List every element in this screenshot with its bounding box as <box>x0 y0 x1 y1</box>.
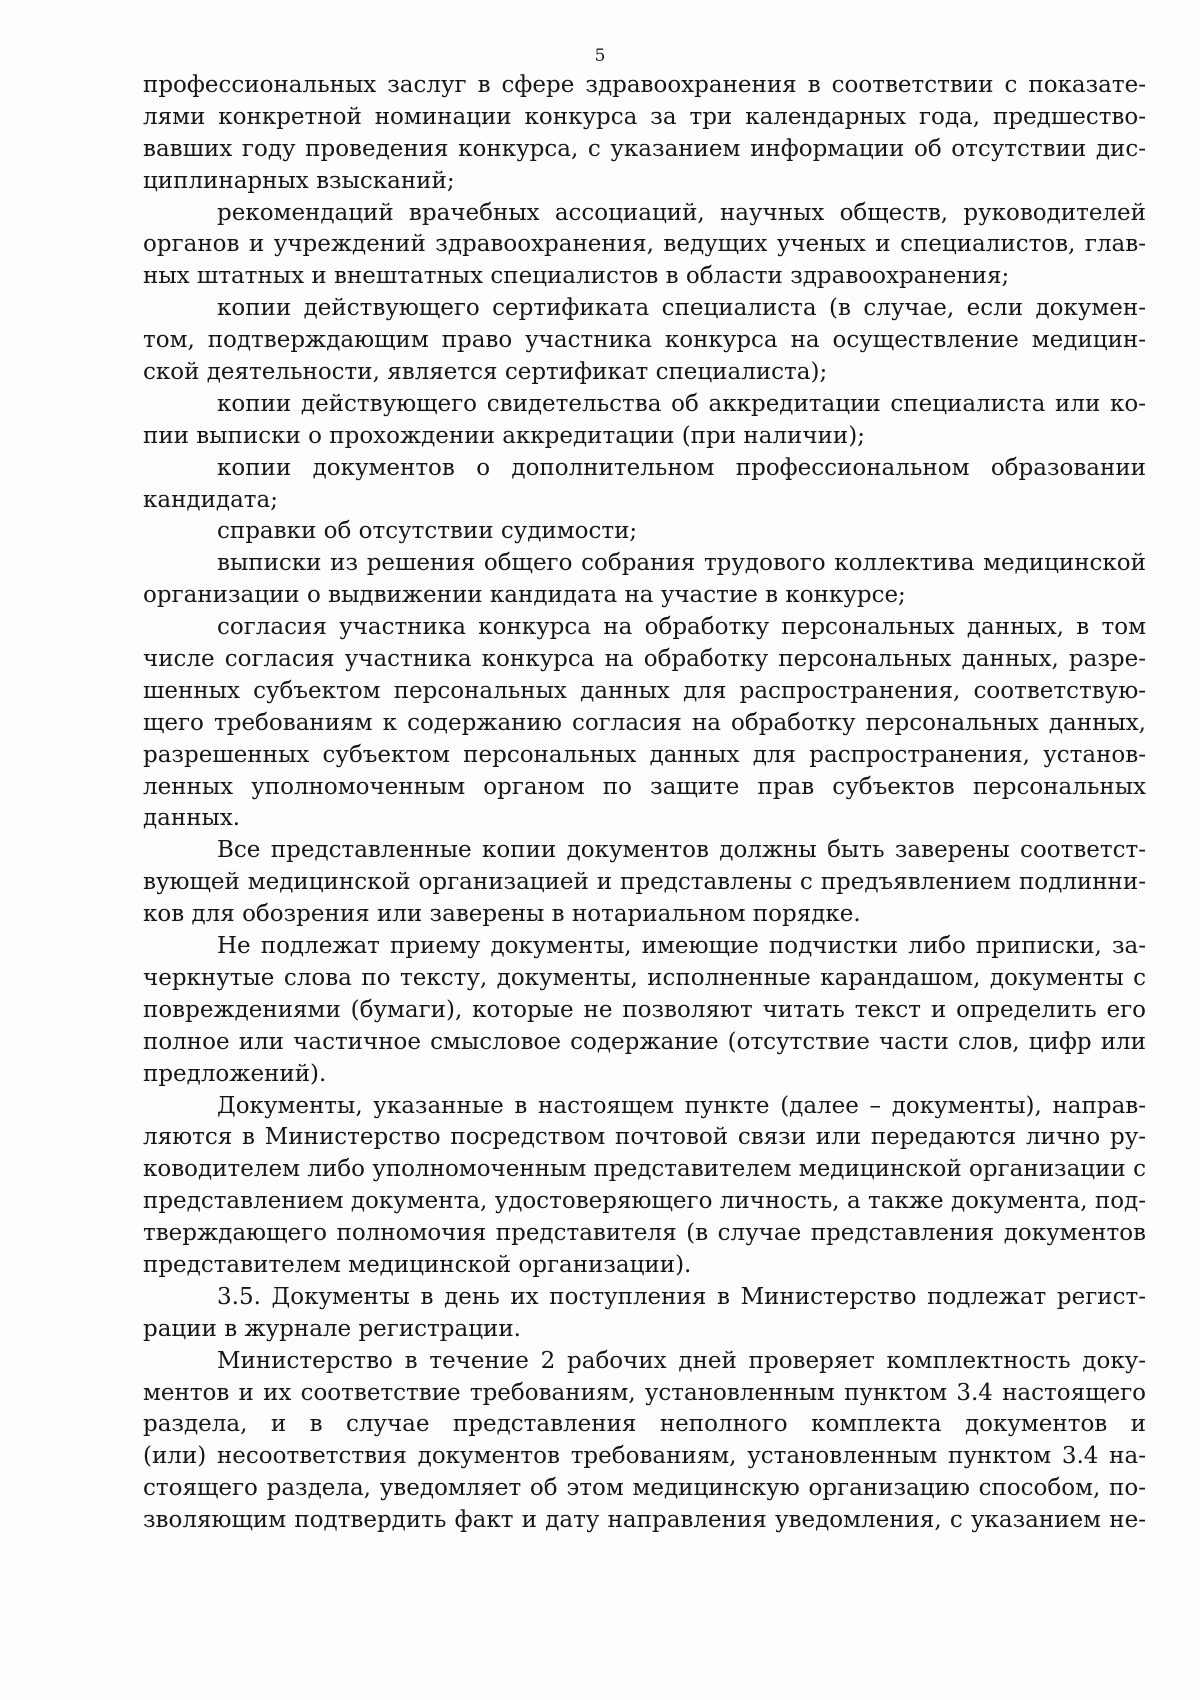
text-line: Документы, указанные в настоящем пункте (далее – документы), направ- <box>217 1092 1146 1119</box>
text-line: тверждающего полномочия представителя (в случае представления документов <box>143 1220 1146 1247</box>
text-line: справки об отсутствии судимости; <box>217 518 638 545</box>
text-line: (или) несоответствия документов требованиям, установленным пунктом 3.4 на- <box>143 1443 1146 1470</box>
text-line: числе согласия участника конкурса на обработку персональных данных, разре- <box>143 646 1146 673</box>
text-line: ков для обозрения или заверены в нотариальном порядке. <box>143 901 861 928</box>
text-line: ляются в Министерство посредством почтовой связи или передаются лично ру- <box>143 1124 1146 1151</box>
text-line: Все представленные копии документов должны быть заверены соответст- <box>217 837 1146 864</box>
text-line: рекомендаций врачебных ассоциаций, научных обществ, руководителей <box>217 199 1146 226</box>
text-line: кандидата; <box>143 486 278 513</box>
text-line: органов и учреждений здравоохранения, ведущих ученых и специалистов, глав- <box>143 231 1146 258</box>
text-line: выписки из решения общего собрания трудового коллектива медицинской <box>217 550 1146 577</box>
text-line: повреждениями (бумаги), которые не позволяют читать текст и определить его <box>143 996 1146 1023</box>
text-line: рации в журнале регистрации. <box>143 1315 521 1342</box>
text-line: Не подлежат приему документы, имеющие подчистки либо приписки, за- <box>217 933 1146 960</box>
text-line: вавших году проведения конкурса, с указанием информации об отсутствии дис- <box>143 135 1146 162</box>
text-line: копии действующего сертификата специалиста (в случае, если докумен- <box>217 295 1146 322</box>
text-line: стоящего раздела, уведомляет об этом медицинскую организацию способом, по- <box>143 1475 1146 1502</box>
text-line: ководителем либо уполномоченным представителем медицинской организации с <box>143 1156 1146 1183</box>
text-line: раздела, и в случае представления неполного комплекта документов и <box>143 1411 1146 1438</box>
text-line: копии действующего свидетельства об аккредитации специалиста или ко- <box>217 390 1146 417</box>
document-body <box>143 70 1146 1537</box>
text-line: разрешенных субъектом персональных данных для распространения, установ- <box>143 741 1146 768</box>
text-line: том, подтверждающим право участника конкурса на осуществление медицин- <box>143 327 1146 354</box>
text-line: Министерство в течение 2 рабочих дней проверяет комплектность доку- <box>217 1347 1146 1374</box>
text-line: черкнутые слова по тексту, документы, исполненные карандашом, документы с <box>143 964 1146 991</box>
text-line: щего требованиям к содержанию согласия на обработку персональных данных, <box>143 709 1146 736</box>
text-line: данных. <box>143 805 241 832</box>
text-line: шенных субъектом персональных данных для распространения, соответствую- <box>143 677 1146 704</box>
text-line: ментов и их соответствие требованиям, установленным пунктом 3.4 настоящего <box>143 1379 1146 1406</box>
text-line: копии документов о дополнительном профессиональном образовании <box>217 454 1146 481</box>
text-line: лями конкретной номинации конкурса за три календарных года, предшество- <box>143 103 1146 130</box>
text-line: ных штатных и внештатных специалистов в области здравоохранения; <box>143 263 1010 290</box>
text-line: ской деятельности, является сертификат специалиста); <box>143 359 828 386</box>
text-line: профессиональных заслуг в сфере здравоохранения в соответствии с показате- <box>143 72 1146 98</box>
text-line: предложений). <box>143 1060 327 1087</box>
text-line: пии выписки о прохождении аккредитации (при наличии); <box>143 422 865 449</box>
text-line: полное или частичное смысловое содержание (отсутствие части слов, цифр или <box>143 1028 1146 1055</box>
text-line: зволяющим подтвердить факт и дату направления уведомления, с указанием не- <box>143 1507 1146 1534</box>
text-line: циплинарных взысканий; <box>143 167 455 194</box>
text-line: ленных уполномоченным органом по защите прав субъектов персональных <box>143 773 1146 800</box>
text-line: представлением документа, удостоверяющего личность, а также документа, под- <box>143 1188 1146 1215</box>
text-line: представителем медицинской организации). <box>143 1251 692 1278</box>
text-line: организации о выдвижении кандидата на участие в конкурсе; <box>143 582 906 609</box>
text-line: вующей медицинской организацией и представлены с предъявлением подлинни- <box>143 869 1146 896</box>
page-number: 5 <box>594 46 606 66</box>
text-line: согласия участника конкурса на обработку персональных данных, в том <box>217 614 1146 641</box>
text-line: 3.5. Документы в день их поступления в Министерство подлежат регист- <box>217 1283 1146 1310</box>
